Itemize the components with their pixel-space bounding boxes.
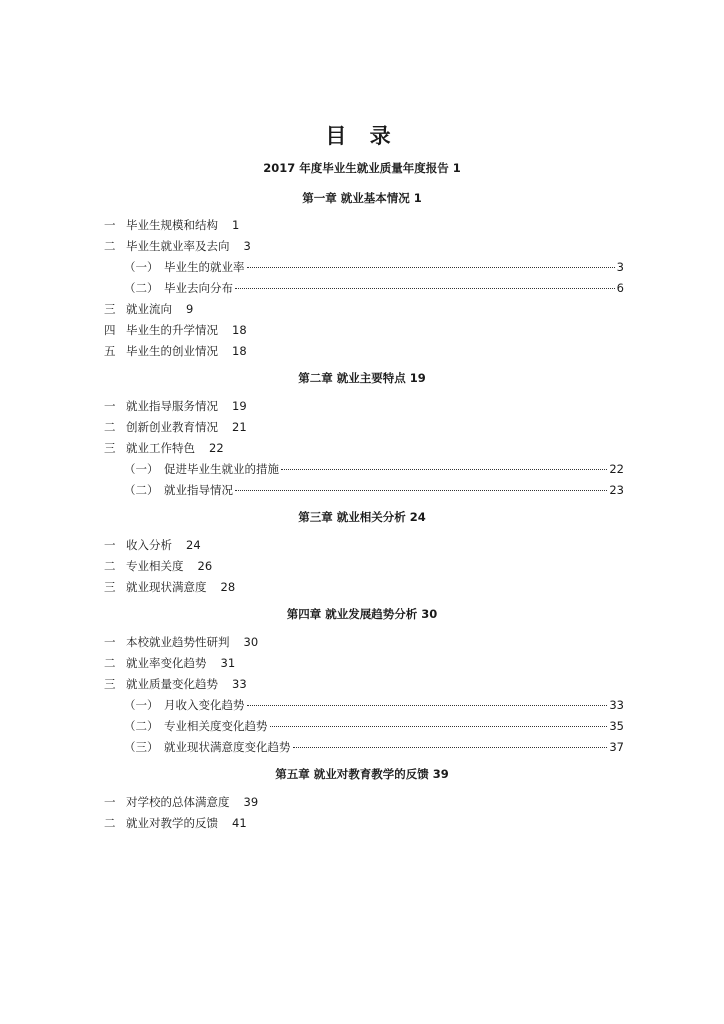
entry-number: 二 [104, 816, 116, 830]
toc-subentry[interactable] [124, 718, 624, 734]
report-heading: 2017 年度毕业生就业质量年度报告 1 [263, 161, 461, 175]
entry-page: 18 [232, 323, 247, 337]
chapter-heading: 第三章 就业相关分析 24 [298, 510, 426, 524]
entry-text: 创新创业教育情况 [126, 420, 218, 434]
entry-text: 就业率变化趋势 [126, 656, 207, 670]
entry-page: 39 [243, 795, 259, 809]
entry-text: 就业指导情况 [164, 483, 233, 497]
entry-page: 33 [232, 677, 247, 691]
entry-number: 二 [104, 656, 116, 670]
entry-text: 就业工作特色 [126, 441, 195, 455]
entry-text: 就业现状满意度 [126, 580, 207, 594]
entry-page: 23 [609, 483, 624, 497]
entry-text: 毕业生就业率及去向 [126, 239, 230, 253]
entry-text: 专业相关度 [126, 559, 184, 573]
entry-number: （二） [124, 281, 159, 295]
chapter-heading: 第一章 就业基本情况 1 [302, 191, 422, 205]
toc-entry[interactable] [104, 343, 247, 359]
toc-entry[interactable] [104, 537, 201, 553]
toc-entry[interactable] [104, 440, 224, 456]
toc-entry[interactable] [104, 634, 258, 650]
dot-leader [270, 726, 608, 727]
entry-text: 就业流向 [126, 302, 172, 316]
entry-text: 就业对教学的反馈 [126, 816, 218, 830]
entry-page: 6 [616, 281, 624, 295]
entry-number: 三 [104, 441, 116, 455]
toc-subentry[interactable] [124, 697, 624, 713]
entry-text: 就业指导服务情况 [126, 399, 218, 413]
toc-title: 目 录 [325, 124, 399, 148]
entry-number: （一） [124, 260, 159, 274]
entry-number: （一） [124, 698, 159, 712]
entry-page: 3 [616, 260, 624, 274]
toc-subentry[interactable] [124, 259, 624, 275]
entry-number: 三 [104, 677, 116, 691]
entry-number: 三 [104, 580, 116, 594]
entry-page: 26 [197, 559, 213, 573]
entry-page: 35 [609, 719, 624, 733]
chapter-heading: 第二章 就业主要特点 19 [298, 371, 426, 385]
entry-number: 一 [104, 795, 116, 809]
entry-page: 33 [609, 698, 624, 712]
entry-text: 毕业生的创业情况 [126, 344, 218, 358]
toc-entry[interactable] [104, 238, 251, 254]
entry-page: 3 [243, 239, 251, 253]
entry-page: 19 [232, 399, 247, 413]
toc-entry[interactable] [104, 301, 193, 317]
entry-text: 本校就业趋势性研判 [126, 635, 230, 649]
dot-leader [235, 288, 615, 289]
entry-number: （三） [124, 740, 159, 754]
entry-text: 毕业生的就业率 [164, 260, 245, 274]
entry-number: 三 [104, 302, 116, 316]
entry-text: 毕业生的升学情况 [126, 323, 218, 337]
entry-number: 五 [104, 344, 116, 358]
entry-text: 月收入变化趋势 [164, 698, 245, 712]
entry-number: 一 [104, 399, 116, 413]
toc-entry[interactable] [104, 815, 247, 831]
toc-entry[interactable] [104, 558, 212, 574]
toc-entry[interactable] [104, 217, 239, 233]
toc-subentry[interactable] [124, 739, 624, 755]
entry-number: （一） [124, 462, 159, 476]
entry-page: 22 [209, 441, 224, 455]
entry-page: 22 [609, 462, 624, 476]
toc-entry[interactable] [104, 419, 247, 435]
entry-number: 二 [104, 239, 116, 253]
dot-leader [247, 267, 615, 268]
chapter-heading: 第四章 就业发展趋势分析 30 [286, 607, 438, 621]
entry-page: 30 [243, 635, 259, 649]
entry-number: 四 [104, 323, 116, 337]
entry-number: 一 [104, 538, 116, 552]
dot-leader [281, 469, 607, 470]
entry-page: 37 [609, 740, 624, 754]
entry-number: 一 [104, 635, 116, 649]
dot-leader [247, 705, 608, 706]
chapter-heading: 第五章 就业对教育教学的反馈 39 [275, 767, 449, 781]
entry-text: 毕业生规模和结构 [126, 218, 218, 232]
toc-entry[interactable] [104, 794, 258, 810]
entry-page: 9 [186, 302, 194, 316]
toc-subentry[interactable] [124, 482, 624, 498]
toc-entry[interactable] [104, 579, 235, 595]
entry-page: 28 [220, 580, 236, 594]
entry-text: 专业相关度变化趋势 [164, 719, 268, 733]
entry-number: 二 [104, 559, 116, 573]
entry-number: （二） [124, 719, 159, 733]
toc-subentry[interactable] [124, 461, 624, 477]
entry-page: 1 [232, 218, 240, 232]
entry-number: 一 [104, 218, 116, 232]
entry-number: （二） [124, 483, 159, 497]
entry-page: 18 [232, 344, 247, 358]
toc-subentry[interactable] [124, 280, 624, 296]
entry-text: 毕业去向分布 [164, 281, 233, 295]
entry-text: 就业现状满意度变化趋势 [164, 740, 291, 754]
entry-page: 24 [186, 538, 201, 552]
entry-text: 就业质量变化趋势 [126, 677, 218, 691]
toc-entry[interactable] [104, 398, 247, 414]
entry-number: 二 [104, 420, 116, 434]
entry-text: 促进毕业生就业的措施 [164, 462, 279, 476]
toc-entry[interactable] [104, 655, 235, 671]
entry-page: 21 [232, 420, 247, 434]
entry-page: 31 [220, 656, 236, 670]
dot-leader [235, 490, 607, 491]
entry-text: 收入分析 [126, 538, 172, 552]
toc-entry[interactable] [104, 322, 247, 338]
dot-leader [293, 747, 608, 748]
entry-text: 对学校的总体满意度 [126, 795, 230, 809]
toc-entry[interactable] [104, 676, 247, 692]
entry-page: 41 [232, 816, 247, 830]
